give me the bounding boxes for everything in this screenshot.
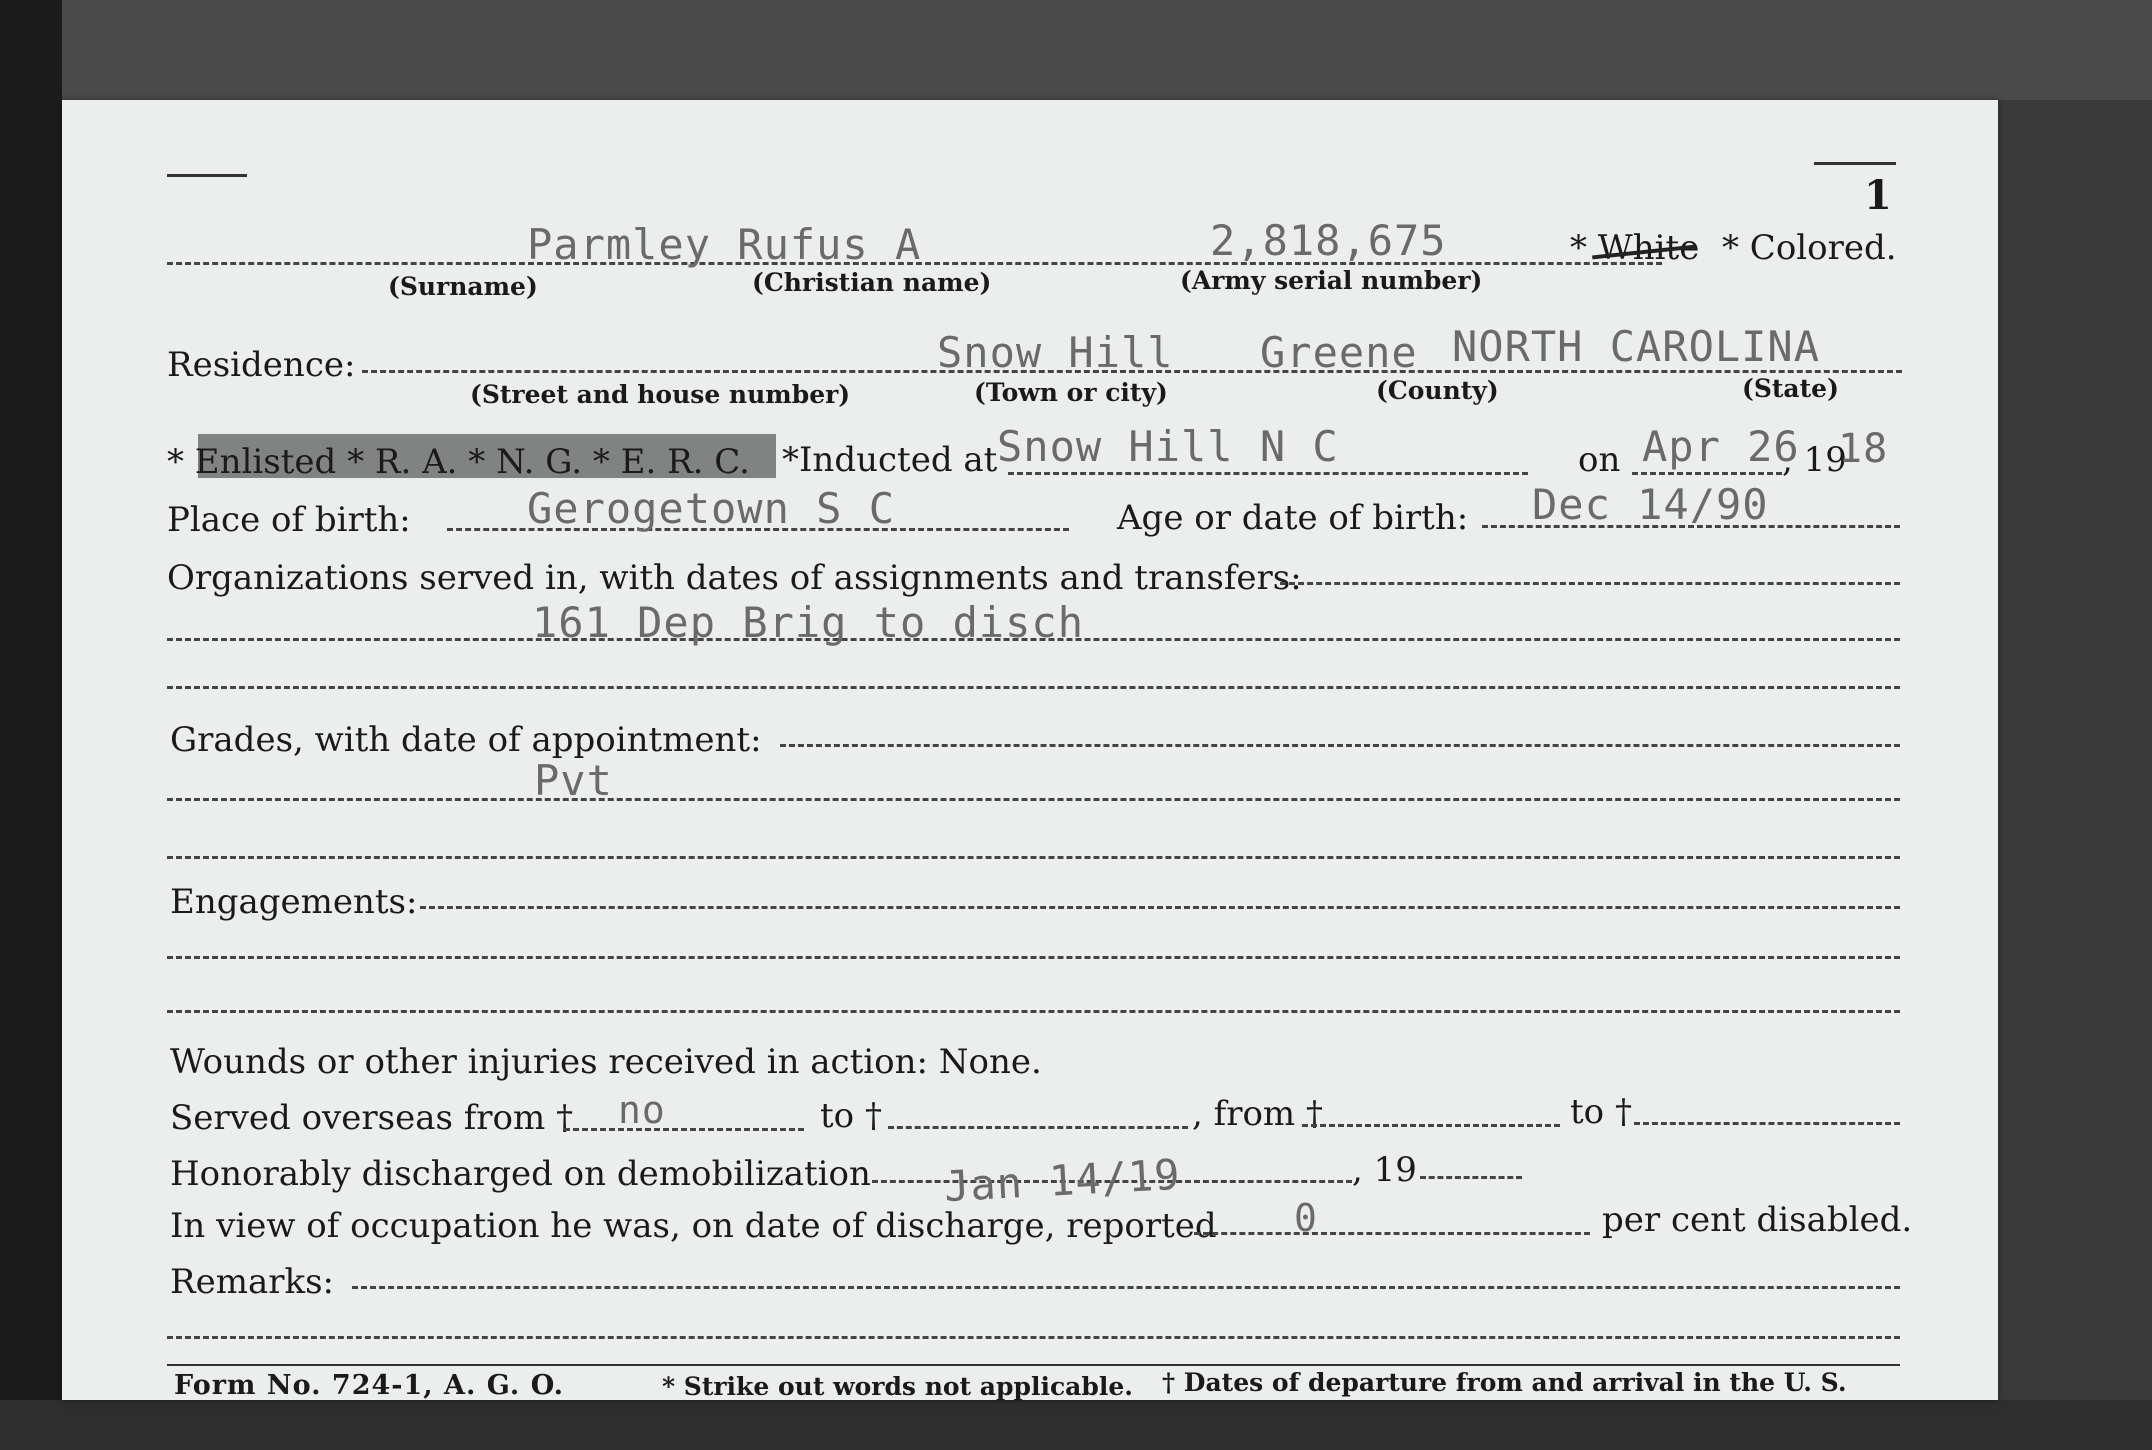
remarks-label: Remarks: (170, 1262, 334, 1302)
background-bottom (0, 1400, 2152, 1450)
birthplace-value: Gerogetown S C (527, 484, 896, 533)
wounds-label: Wounds or other injuries received in action: None. (170, 1042, 1042, 1082)
state-value: NORTH CAROLINA (1452, 322, 1821, 371)
footnote-strike: * Strike out words not applicable. (662, 1372, 1133, 1401)
overseas-from-line (564, 1128, 804, 1131)
overseas-from2-line (1302, 1124, 1560, 1127)
form-number: Form No. 724-1, A. G. O. (174, 1370, 565, 1401)
overseas-value: no (618, 1088, 666, 1132)
inducted-line (1008, 472, 1528, 475)
discharged-value: Jan 14/19 (942, 1149, 1182, 1212)
discharged-year-prefix: , 19 (1352, 1150, 1417, 1190)
discharged-label: Honorably discharged on demobilization (170, 1154, 871, 1194)
birthplace-label: Place of birth: (167, 500, 411, 540)
organizations-line-3 (167, 686, 1900, 689)
christian-name-caption: (Christian name) (752, 268, 992, 297)
grades-line-1 (780, 744, 1900, 747)
serial-value: 2,818,675 (1210, 216, 1447, 265)
organizations-label: Organizations served in, with dates of assignments and transfers: (167, 558, 1302, 598)
overseas-to-label: to † (820, 1096, 882, 1136)
disabled-line (1194, 1232, 1590, 1235)
inducted-date-value: Apr 26 (1642, 422, 1800, 471)
occupation-label: In view of occupation he was, on date of discharge, reported (170, 1206, 1217, 1246)
serial-caption: (Army serial number) (1180, 266, 1483, 295)
engagements-line-2 (167, 956, 1900, 959)
top-right-rule (1814, 162, 1896, 165)
disabled-suffix: per cent disabled. (1602, 1200, 1913, 1240)
engagements-line-3 (167, 1010, 1900, 1013)
inducted-date-line (1632, 472, 1782, 475)
remarks-line-2 (167, 1336, 1900, 1339)
town-value: Snow Hill (937, 328, 1174, 377)
inducted-place-value: Snow Hill N C (997, 422, 1339, 471)
inducted-year-prefix: , 19 (1782, 440, 1847, 480)
white-option: * White (1570, 228, 1700, 268)
background-top (0, 0, 2152, 100)
enlisted-options: * Enlisted * R. A. * N. G. * E. R. C. (167, 442, 750, 482)
town-caption: (Town or city) (974, 378, 1168, 407)
county-caption: (County) (1376, 376, 1499, 405)
footnote-dates: † Dates of departure from and arrival in the U. S. (1162, 1368, 1847, 1397)
birthdate-label: Age or date of birth: (1117, 498, 1469, 538)
overseas-label: Served overseas from † (170, 1098, 574, 1138)
on-label: on (1578, 440, 1621, 480)
engagements-label: Engagements: (170, 882, 418, 922)
street-caption: (Street and house number) (470, 380, 851, 409)
organizations-line-1 (1280, 582, 1900, 585)
overseas-to2-line (1634, 1122, 1900, 1125)
birthdate-value: Dec 14/90 (1532, 480, 1769, 529)
state-caption: (State) (1742, 374, 1839, 403)
overseas-from2-label: , from † (1192, 1094, 1323, 1134)
engagements-line-1 (420, 906, 1900, 909)
card-number: 1 (1864, 172, 1892, 219)
top-left-rule (167, 174, 247, 177)
name-value: Parmley Rufus A (527, 220, 922, 269)
surname-caption: (Surname) (388, 272, 538, 301)
grades-line-2 (167, 798, 1900, 801)
residence-label: Residence: (167, 345, 356, 385)
inducted-label: *Inducted at (782, 440, 998, 480)
county-value: Greene (1260, 328, 1418, 377)
remarks-line-1 (352, 1286, 1900, 1289)
discharged-year-line (1420, 1176, 1522, 1179)
colored-option: * Colored. (1722, 228, 1897, 268)
grades-line-3 (167, 856, 1900, 859)
overseas-to2-label: to † (1570, 1092, 1632, 1132)
footer-rule (167, 1364, 1900, 1366)
grades-value: Pvt (534, 756, 613, 805)
overseas-to-line (888, 1126, 1188, 1129)
grades-label: Grades, with date of appointment: (170, 720, 762, 760)
inducted-year-value: 18 (1838, 426, 1889, 472)
record-card (62, 100, 1998, 1400)
organizations-value: 161 Dep Brig to disch (532, 598, 1085, 647)
background-left (0, 0, 62, 1450)
disabled-value: 0 (1294, 1196, 1318, 1240)
